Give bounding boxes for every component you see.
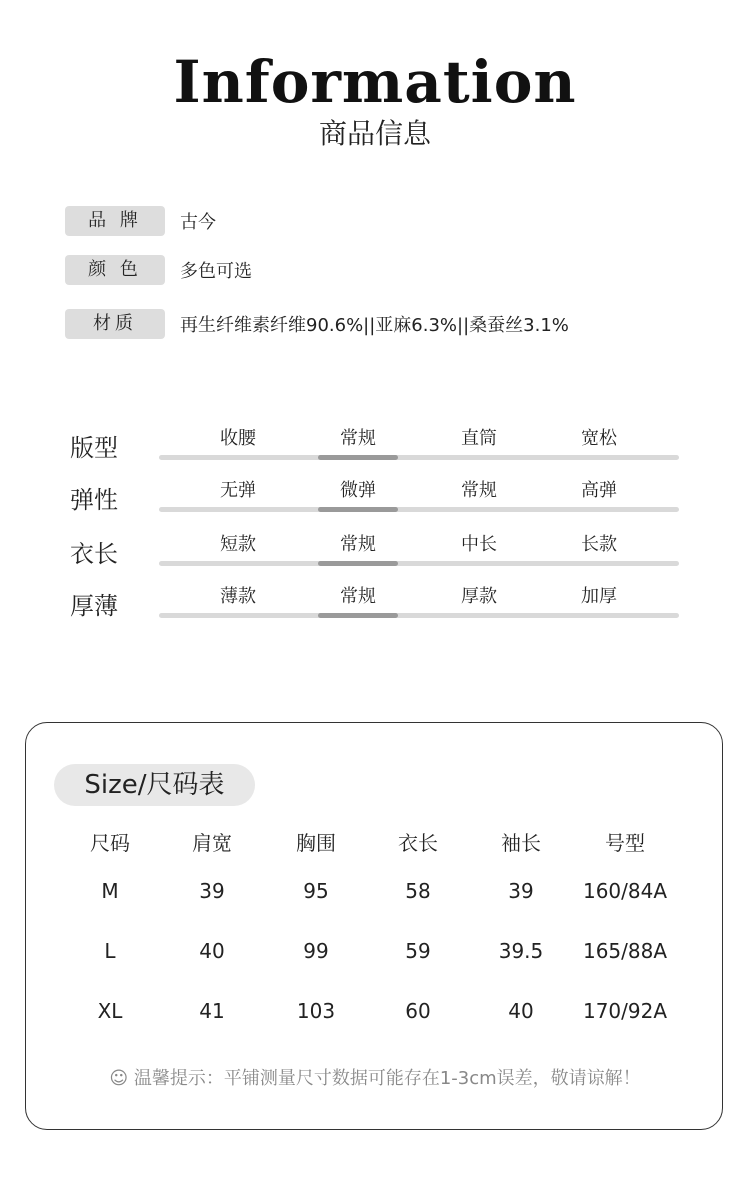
size-table-cell: 39	[508, 879, 534, 903]
size-table-cell: 40	[199, 939, 225, 963]
size-column-header: 尺码	[90, 831, 130, 855]
attribute-selected-marker	[318, 507, 398, 512]
attribute-option: 厚款	[461, 586, 497, 607]
size-note: ☺ 温馨提示：平铺测量尺寸数据可能存在1-3cm误差，敬请谅解！	[109, 1068, 641, 1089]
size-column-header: 号型	[605, 831, 645, 855]
size-table-cell: 103	[296, 999, 336, 1023]
info-row-material	[65, 309, 569, 339]
size-table-cell: M	[101, 879, 119, 903]
size-table-cell: L	[104, 939, 116, 963]
size-table-cell: 59	[405, 939, 431, 963]
attribute-option: 无弹	[220, 480, 256, 501]
attribute-option: 中长	[461, 534, 497, 555]
attribute-name: 厚薄	[70, 592, 118, 620]
attribute-option: 收腰	[220, 428, 256, 449]
info-row-brand	[65, 206, 216, 236]
info-label: 品 牌	[65, 206, 165, 236]
attribute-selected-marker	[318, 455, 398, 460]
size-chart-panel	[25, 722, 723, 1130]
size-table-header	[56, 827, 686, 875]
attribute-option: 常规	[340, 428, 376, 449]
size-table-cell: 160/84A	[582, 879, 668, 903]
info-value: 再生纤维素纤维90.6%||亚麻6.3%||桑蚕丝3.1%	[180, 315, 569, 336]
attribute-name: 弹性	[70, 486, 118, 514]
attribute-option: 短款	[220, 534, 256, 555]
size-table-cell: XL	[97, 999, 123, 1023]
attribute-track	[159, 455, 679, 460]
size-table-cell: 99	[303, 939, 329, 963]
attribute-row	[70, 533, 682, 577]
info-value: 古今	[180, 212, 216, 233]
attribute-name: 衣长	[70, 540, 118, 568]
page-title: Information	[173, 48, 577, 116]
size-column-header: 胸围	[296, 831, 336, 855]
attribute-row	[70, 585, 682, 629]
size-table-cell: 39	[199, 879, 225, 903]
attribute-option: 加厚	[581, 586, 617, 607]
size-table-cell: 170/92A	[582, 999, 668, 1023]
size-table-row	[56, 995, 686, 1055]
info-label: 颜 色	[65, 255, 165, 285]
attribute-option: 长款	[581, 534, 617, 555]
attribute-option: 薄款	[220, 586, 256, 607]
page-subtitle: 商品信息	[318, 117, 431, 150]
size-table-cell: 95	[303, 879, 329, 903]
size-table-row	[56, 875, 686, 935]
attribute-option: 常规	[340, 534, 376, 555]
size-table-cell: 40	[508, 999, 534, 1023]
size-table-cell: 165/88A	[582, 939, 668, 963]
attribute-name: 版型	[70, 434, 118, 462]
attribute-option: 高弹	[581, 480, 617, 501]
size-table-cell: 39.5	[498, 939, 544, 963]
attribute-track	[159, 507, 679, 512]
attribute-selected-marker	[318, 561, 398, 566]
size-table-cell: 60	[405, 999, 431, 1023]
size-column-header: 衣长	[398, 831, 438, 855]
attribute-row	[70, 427, 682, 471]
size-table-cell: 41	[199, 999, 225, 1023]
size-chart-title: Size/尺码表	[54, 764, 255, 806]
attribute-option: 常规	[461, 480, 497, 501]
attribute-track	[159, 561, 679, 566]
size-table	[56, 827, 686, 1055]
size-table-cell: 58	[405, 879, 431, 903]
info-row-color	[65, 255, 252, 285]
attribute-option: 直筒	[461, 428, 497, 449]
attribute-selected-marker	[318, 613, 398, 618]
attribute-option: 微弹	[340, 480, 376, 501]
attribute-track	[159, 613, 679, 618]
size-column-header: 袖长	[501, 831, 541, 855]
info-value: 多色可选	[180, 261, 252, 282]
size-table-row	[56, 935, 686, 995]
attribute-option: 宽松	[581, 428, 617, 449]
info-label: 材质	[65, 309, 165, 339]
size-column-header: 肩宽	[192, 831, 232, 855]
attribute-row	[70, 479, 682, 523]
attribute-option: 常规	[340, 586, 376, 607]
